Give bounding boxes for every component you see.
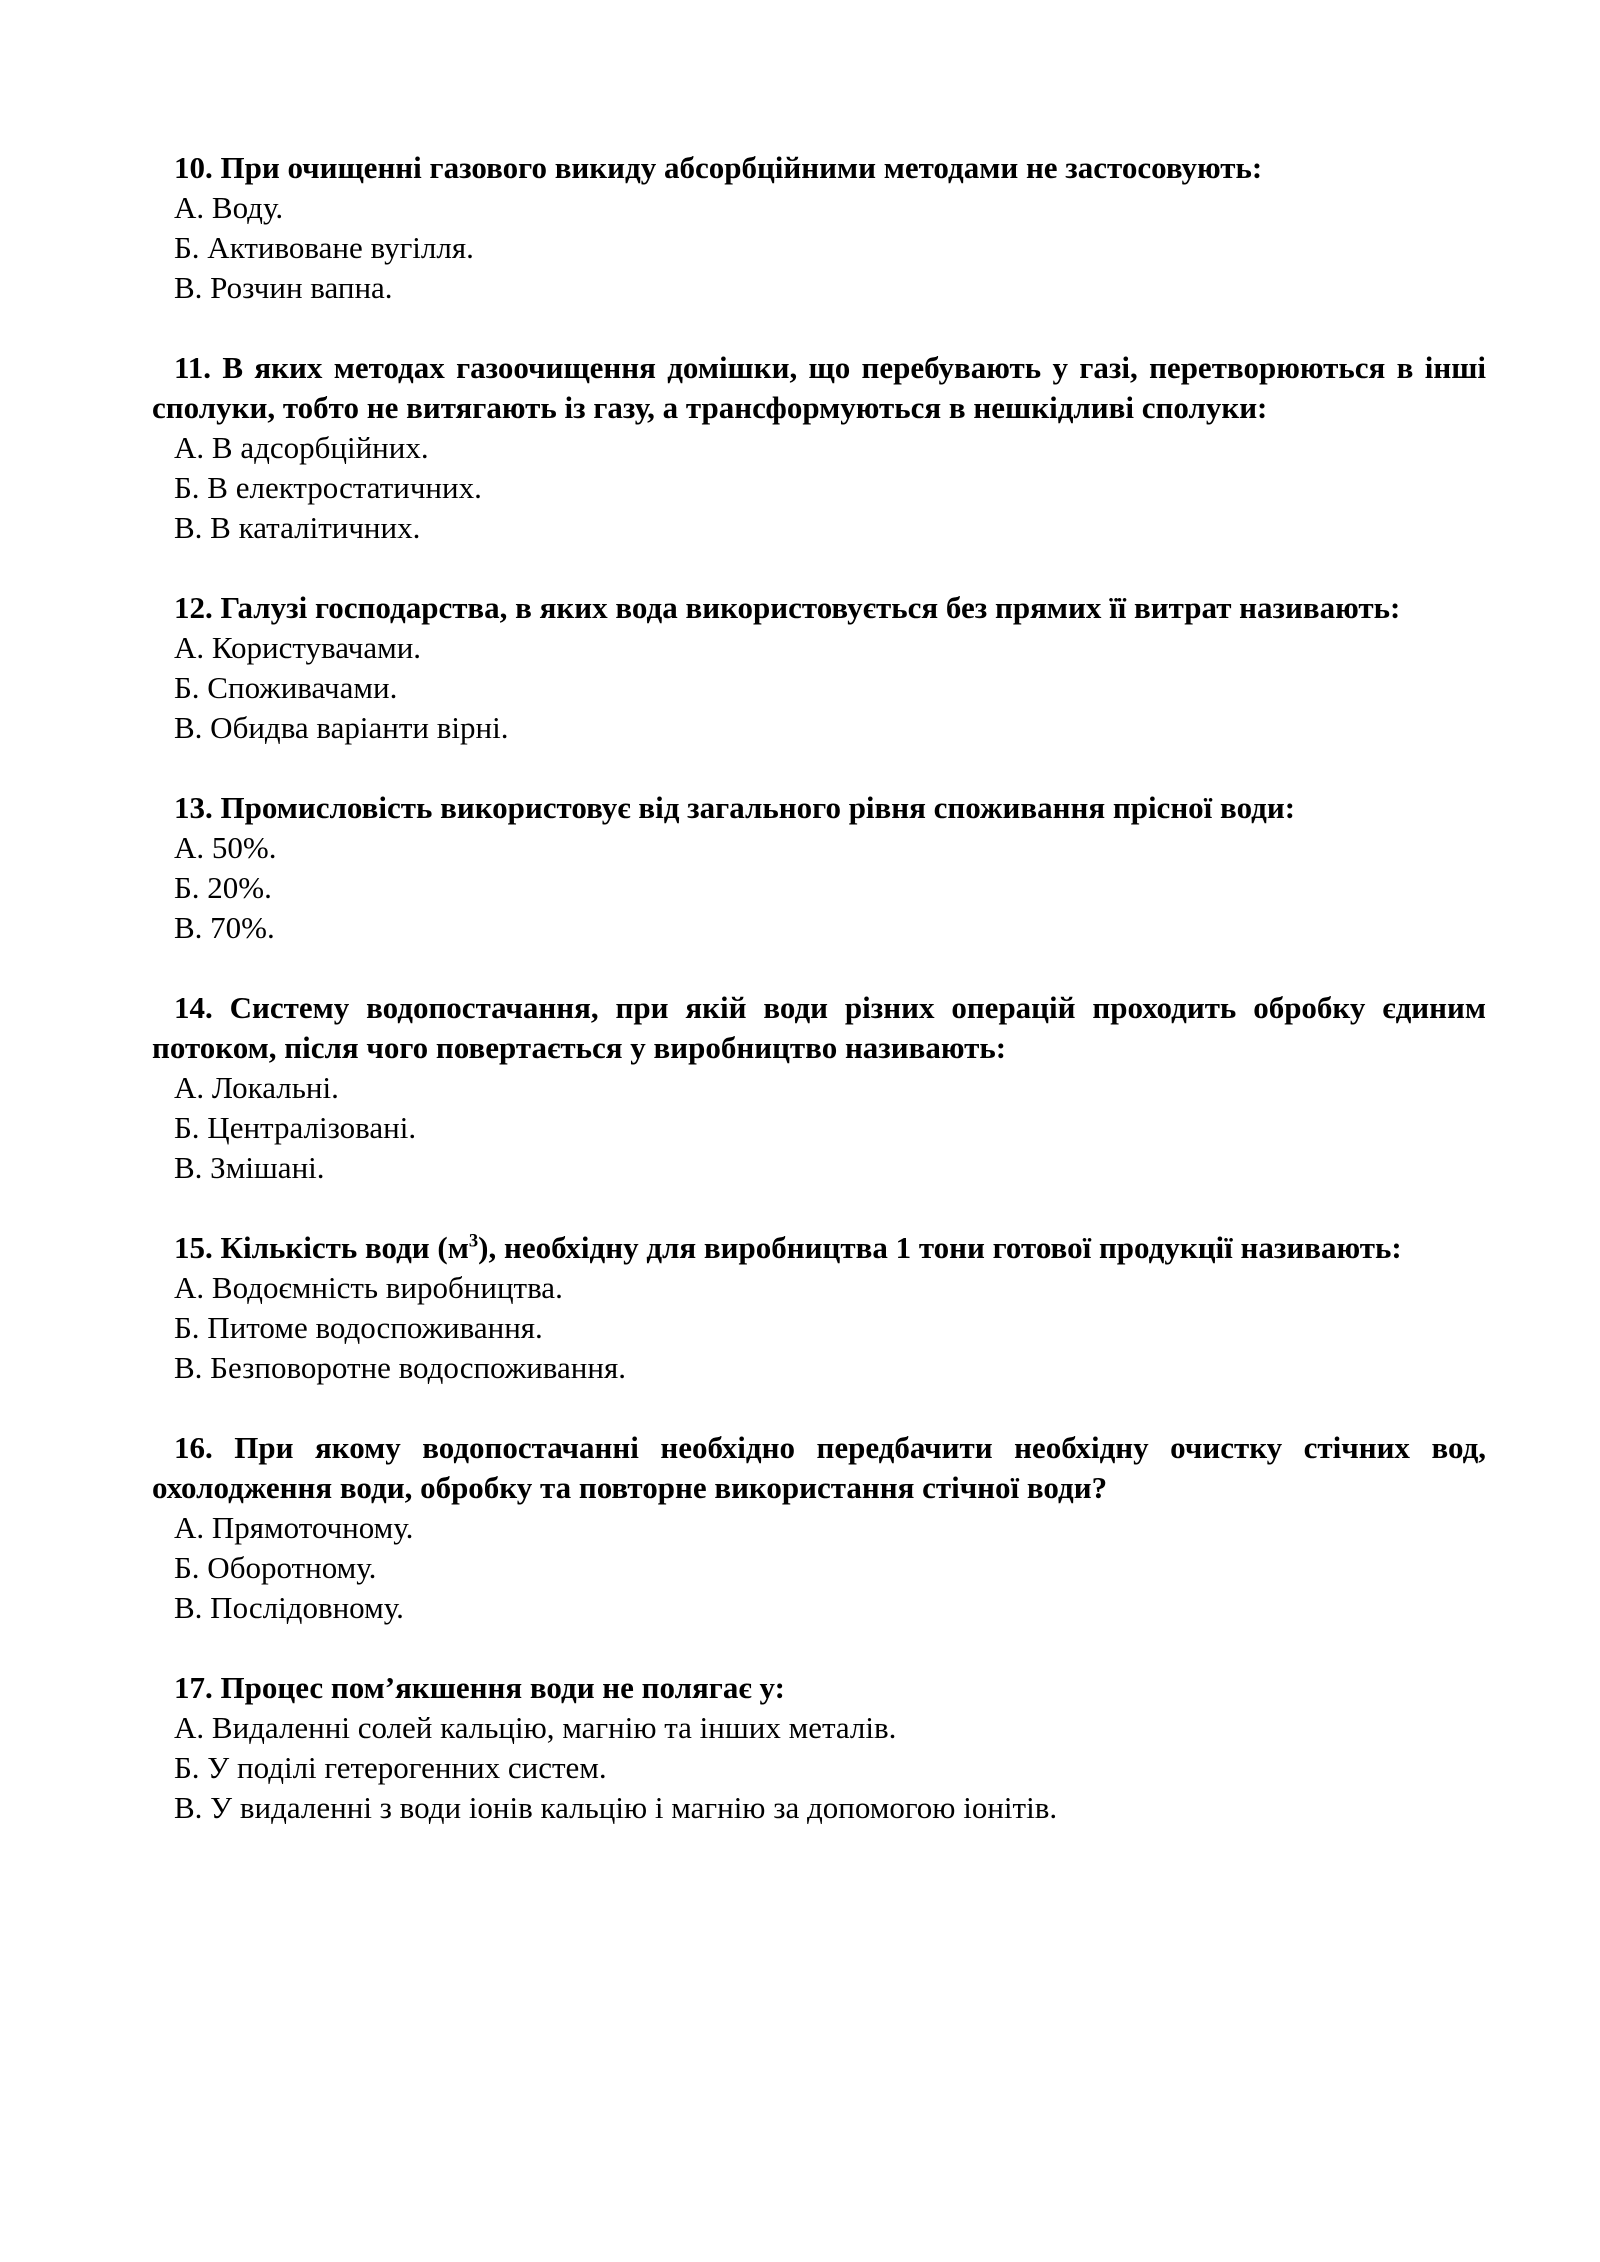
answer-option: В. У видаленні з води іонів кальцію і магнію за допомогою іонітів. <box>174 1790 1058 1825</box>
answer-option: А. Водоємність виробництва. <box>174 1270 563 1305</box>
question-body: Галузі господарства, в яких вода використовується без прямих її витрат називають: <box>220 590 1401 625</box>
answer-option: А. Прямоточному. <box>174 1510 414 1545</box>
question-number: 12. <box>174 590 213 625</box>
answer-option: Б. У поділі гетерогенних систем. <box>174 1750 607 1785</box>
answer-option: Б. Централізовані. <box>174 1110 417 1145</box>
question-number: 15. <box>174 1230 213 1265</box>
answer-option: Б. В електростатичних. <box>174 470 482 505</box>
document-page <box>152 148 1486 1868</box>
answer-list <box>152 828 1486 948</box>
answer-option: В. Розчин вапна. <box>174 270 393 305</box>
question-text <box>152 148 1486 188</box>
answer-list <box>152 1068 1486 1188</box>
question-text <box>152 1428 1486 1508</box>
question-body: При очищенні газового викиду абсорбційними методами не застосовують: <box>220 150 1263 185</box>
question-16 <box>152 1428 1486 1628</box>
question-body: В яких методах газоочищення домішки, що перебувають у газі, перетворюються в інші сполуки, тобто не витягають із газу, а трансформуються в нешкідливі сполуки: <box>152 350 1486 425</box>
answer-list <box>152 188 1486 308</box>
question-15 <box>152 1228 1486 1388</box>
question-body: Процес пом’якшення води не полягає у: <box>220 1670 785 1705</box>
question-number: 17. <box>174 1670 213 1705</box>
answer-option: А. В адсорбційних. <box>174 430 429 465</box>
question-text <box>152 588 1486 628</box>
answer-option: В. Послідовному. <box>174 1590 404 1625</box>
answer-list <box>152 1268 1486 1388</box>
answer-list <box>152 1708 1486 1828</box>
answer-option: В. Змішані. <box>174 1150 325 1185</box>
question-text <box>152 1228 1486 1268</box>
answer-option: Б. Оборотному. <box>174 1550 377 1585</box>
question-13 <box>152 788 1486 948</box>
question-body: Систему водопостачання, при якій води різних операцій проходить обробку єдиним потоком, після чого повертається у виробництво називають: <box>152 990 1487 1065</box>
question-number: 16. <box>174 1430 213 1465</box>
answer-option: Б. Питоме водоспоживання. <box>174 1310 543 1345</box>
answer-option: А. Користувачами. <box>174 630 422 665</box>
question-body: Промисловість використовує від загального рівня споживання прісної води: <box>220 790 1296 825</box>
answer-option: В. Обидва варіанти вірні. <box>174 710 509 745</box>
question-number: 10. <box>174 150 213 185</box>
question-text <box>152 788 1486 828</box>
answer-option: А. 50%. <box>174 830 277 865</box>
question-number: 11. <box>174 350 212 385</box>
answer-option: А. Локальні. <box>174 1070 339 1105</box>
question-14 <box>152 988 1486 1188</box>
question-17 <box>152 1668 1486 1828</box>
answer-option: А. Воду. <box>174 190 284 225</box>
question-text <box>152 1668 1486 1708</box>
question-text <box>152 348 1486 428</box>
question-12 <box>152 588 1486 748</box>
answer-option: Б. Активоване вугілля. <box>174 230 474 265</box>
question-body-end: ), необхідну для виробництва 1 тони готової продукції називають: <box>478 1230 1402 1265</box>
question-body-start: Кількість води (м <box>220 1230 469 1265</box>
answer-option: Б. Споживачами. <box>174 670 398 705</box>
answer-list <box>152 428 1486 548</box>
answer-option: В. В каталітичних. <box>174 510 421 545</box>
answer-list <box>152 1508 1486 1628</box>
question-text <box>152 988 1486 1068</box>
answer-option: Б. 20%. <box>174 870 272 905</box>
answer-option: А. Видаленні солей кальцію, магнію та інших металів. <box>174 1710 897 1745</box>
answer-list <box>152 628 1486 748</box>
question-body: При якому водопостачанні необхідно передбачити необхідну очистку стічних вод, охолодження води, обробку та повторне використання стічної води? <box>152 1430 1487 1505</box>
answer-option: В. 70%. <box>174 910 275 945</box>
question-number: 13. <box>174 790 213 825</box>
question-11 <box>152 348 1486 548</box>
superscript: 3 <box>468 1230 479 1252</box>
question-10 <box>152 148 1486 308</box>
question-number: 14. <box>174 990 213 1025</box>
answer-option: В. Безповоротне водоспоживання. <box>174 1350 626 1385</box>
